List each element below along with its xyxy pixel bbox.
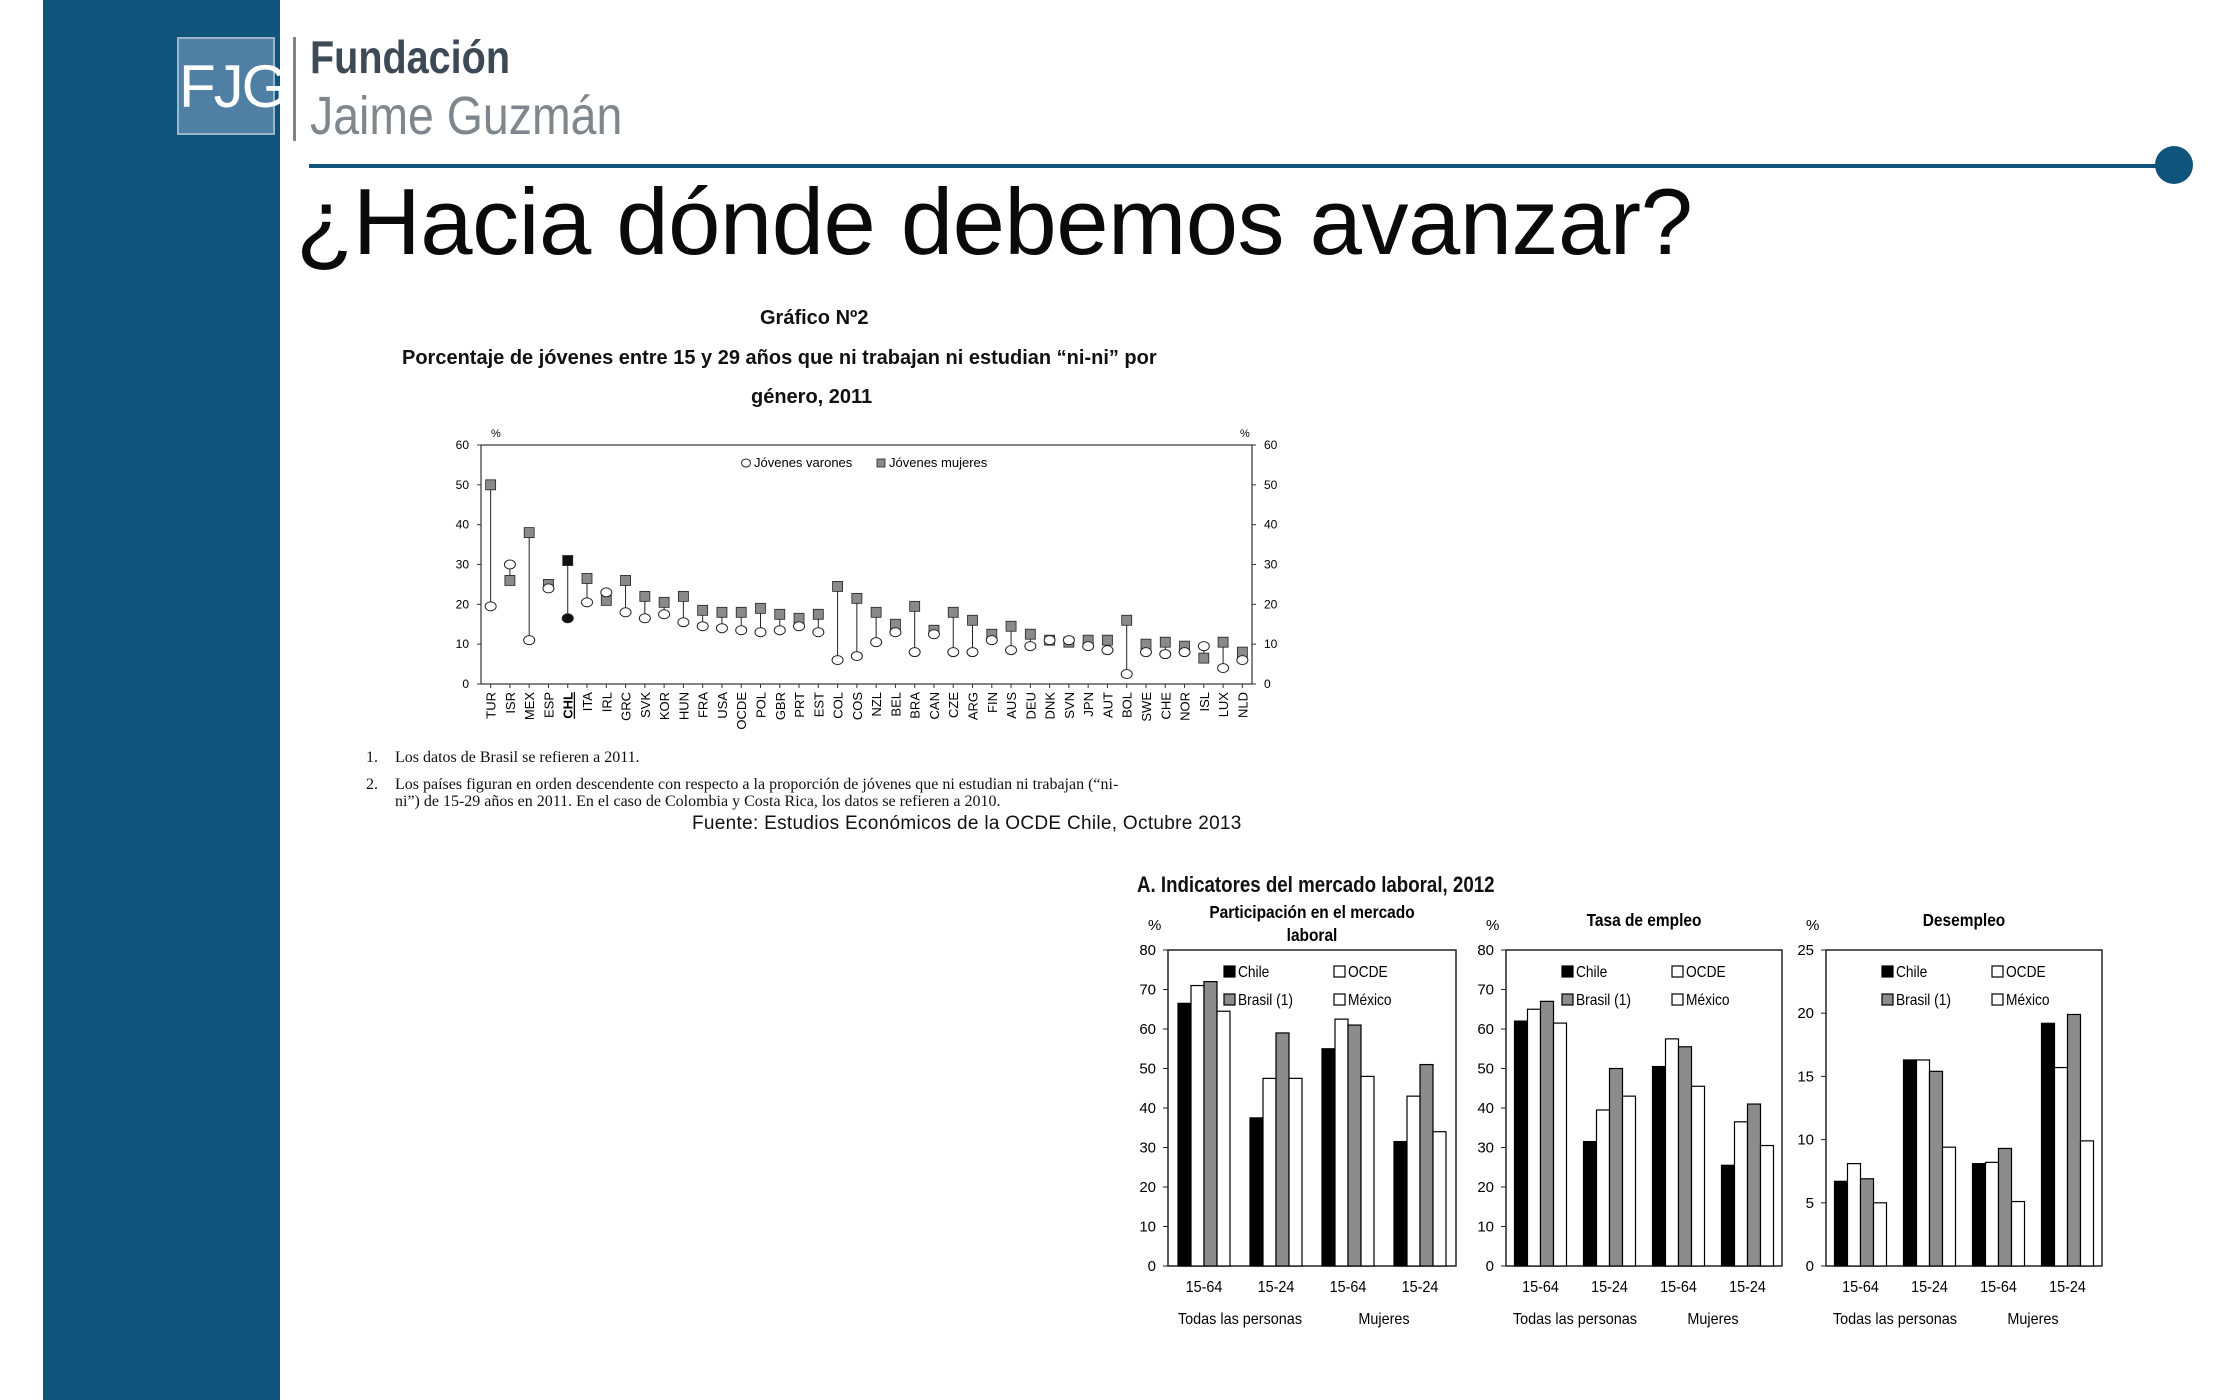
point-mujeres: [563, 556, 573, 566]
bar-brasil: [1748, 1104, 1761, 1266]
x-tick-label: 15-24: [2049, 1278, 2086, 1297]
y-tick-label-left: 50: [455, 477, 469, 492]
bar-chile: [1904, 1060, 1917, 1266]
legend-swatch: [1992, 994, 2003, 1005]
point-varones: [1237, 656, 1248, 665]
x-tick-label: EST: [811, 692, 827, 718]
y-tick-label: 60: [1477, 1021, 1494, 1038]
point-varones: [928, 630, 939, 639]
note2-number: 2.: [366, 776, 378, 793]
legend-swatch: [1672, 966, 1683, 977]
point-mujeres: [1006, 621, 1016, 631]
y-unit-right: %: [1240, 428, 1250, 440]
group-label: Todas las personas: [1832, 1310, 1958, 1329]
y-tick-label-left: 0: [462, 677, 469, 691]
point-mujeres: [775, 609, 785, 619]
legend-label: Brasil (1): [1896, 991, 1951, 1010]
point-mujeres: [621, 575, 631, 585]
y-tick-label: 70: [1139, 981, 1156, 999]
legend-label: OCDE: [1348, 963, 1388, 982]
bar-ocde: [1848, 1164, 1861, 1266]
y-tick-label: 20: [1477, 1179, 1494, 1196]
bar-ocde: [1986, 1162, 1999, 1266]
x-tick-label: SWE: [1138, 692, 1154, 722]
y-tick-label-left: 40: [455, 517, 469, 532]
point-varones: [678, 618, 689, 627]
x-tick-label: ARG: [965, 692, 981, 721]
bar-chile: [1394, 1142, 1407, 1266]
point-mujeres: [582, 573, 592, 583]
legend-swatch: [1562, 966, 1573, 977]
y-unit: %: [1806, 917, 1820, 934]
bar-brasil: [1861, 1179, 1874, 1266]
point-mujeres: [852, 593, 862, 603]
chart1-title-line2: género, 2011: [751, 386, 873, 408]
bar-m-xico: [1761, 1146, 1774, 1266]
y-tick-label-right: 40: [1264, 517, 1278, 532]
legend-marker-varones: [742, 459, 751, 467]
point-mujeres: [524, 528, 534, 538]
group-label: Mujeres: [1358, 1310, 1410, 1329]
point-mujeres: [486, 480, 496, 490]
x-tick-label: GRC: [618, 692, 634, 721]
point-varones: [620, 608, 631, 617]
source-note: Fuente: Estudios Económicos de la OCDE Chile, Octubre 2013: [692, 813, 1242, 834]
point-varones: [601, 588, 612, 597]
point-varones: [485, 602, 496, 611]
bar-brasil: [2068, 1014, 2081, 1266]
x-tick-label: MEX: [522, 692, 538, 721]
x-tick-label: LUX: [1216, 692, 1232, 718]
y-tick-label: 30: [1477, 1139, 1494, 1157]
point-mujeres: [1102, 635, 1112, 645]
bar-chile: [2042, 1023, 2055, 1266]
x-tick-label: AUS: [1004, 692, 1020, 719]
y-tick-label-right: 20: [1264, 597, 1278, 612]
y-tick-label: 25: [1797, 942, 1814, 959]
y-tick-label-left: 20: [455, 597, 469, 612]
bar-m-xico: [1217, 1011, 1230, 1266]
point-mujeres: [1218, 637, 1228, 647]
point-mujeres: [640, 591, 650, 601]
point-varones: [1083, 642, 1094, 651]
point-mujeres: [1122, 615, 1132, 625]
x-tick-label: 15-24: [1591, 1278, 1628, 1297]
bar-chile: [1584, 1142, 1597, 1266]
legend-label: Chile: [1576, 963, 1608, 982]
x-tick-label: NZL: [869, 692, 885, 717]
title-rule-dot: [2155, 146, 2193, 184]
legend-label: Brasil (1): [1238, 991, 1293, 1010]
y-tick-label-left: 30: [455, 557, 469, 572]
x-tick-label: SVN: [1061, 692, 1077, 719]
bar-brasil: [1204, 982, 1217, 1266]
point-mujeres: [1025, 629, 1035, 639]
chart-title-line2: laboral: [1286, 924, 1338, 946]
point-varones: [639, 614, 650, 623]
bar-ocde: [1735, 1122, 1748, 1266]
point-varones: [948, 648, 959, 657]
x-tick-label: 15-24: [1401, 1278, 1439, 1297]
bar-m-xico: [1692, 1086, 1705, 1266]
chart3-employment: [1466, 896, 1786, 1342]
legend-swatch: [1672, 994, 1683, 1005]
group-label: Mujeres: [1687, 1310, 1739, 1329]
chart-title: Desempleo: [1922, 909, 2006, 931]
bar-chile: [1973, 1164, 1986, 1266]
bar-m-xico: [1874, 1203, 1887, 1266]
y-tick-label: 80: [1477, 942, 1494, 959]
chart1-ni-ni: [430, 420, 1310, 730]
point-varones: [524, 636, 535, 645]
x-tick-label: BEL: [888, 692, 904, 717]
point-varones: [967, 648, 978, 657]
point-varones: [582, 598, 593, 607]
point-varones: [1140, 648, 1151, 657]
x-tick-label: JPN: [1081, 692, 1097, 717]
logo-name-line2: Jaime Guzmán: [310, 86, 623, 146]
y-tick-label: 70: [1477, 981, 1494, 999]
logo-name-line1: Fundación: [310, 31, 510, 83]
bar-ocde: [1263, 1078, 1276, 1266]
x-tick-label: BOL: [1119, 692, 1135, 719]
x-tick-label: DEU: [1023, 692, 1039, 720]
legend-label: Chile: [1896, 963, 1928, 982]
panel2-title: A. Indicatores del mercado laboral, 2012: [1137, 872, 1495, 897]
bar-ocde: [1191, 986, 1204, 1266]
point-varones: [716, 624, 727, 633]
bar-ocde: [1407, 1096, 1420, 1266]
legend-label: OCDE: [2006, 963, 2046, 982]
bar-brasil: [1276, 1033, 1289, 1266]
bar-m-xico: [1943, 1147, 1956, 1266]
chart1-label: Gráfico Nº2: [760, 307, 869, 329]
point-varones: [562, 614, 573, 623]
x-tick-label: CAN: [926, 692, 942, 720]
bar-chile: [1322, 1049, 1335, 1266]
legend-swatch: [1562, 994, 1573, 1005]
x-tick-label: POL: [753, 692, 769, 719]
bar-chile: [1722, 1165, 1735, 1266]
note2-line1: Los países figuran en orden descendente con respecto a la proporción de jóvenes que ni estudian ni trabajan (“ni-: [395, 776, 1119, 793]
x-tick-label: DNK: [1042, 692, 1058, 720]
y-tick-label-right: 0: [1264, 677, 1271, 691]
x-tick-label: USA: [714, 692, 730, 719]
bar-chile: [1653, 1067, 1666, 1266]
point-varones: [1179, 648, 1190, 657]
legend-swatch: [1882, 994, 1893, 1005]
logo-divider: [293, 37, 296, 141]
point-mujeres: [968, 615, 978, 625]
x-tick-label: ITA: [580, 692, 596, 712]
bar-brasil: [1348, 1025, 1361, 1266]
y-unit: %: [1148, 917, 1162, 934]
bar-m-xico: [2081, 1141, 2094, 1266]
x-tick-label: 15-24: [1729, 1278, 1766, 1297]
slide-title: ¿Hacia dónde debemos avanzar?: [296, 169, 1693, 274]
y-tick-label: 15: [1797, 1068, 1814, 1086]
x-tick-label: CZE: [946, 692, 962, 718]
x-tick-label: CHL: [560, 692, 576, 719]
x-tick-label: AUT: [1100, 692, 1116, 718]
group-label: Mujeres: [2007, 1310, 2059, 1329]
legend-label: Chile: [1238, 963, 1270, 982]
bar-ocde: [1528, 1009, 1541, 1266]
bar-brasil: [1420, 1065, 1433, 1266]
bar-brasil: [1541, 1001, 1554, 1266]
x-tick-label: PRT: [792, 692, 808, 718]
point-varones: [774, 626, 785, 635]
point-mujeres: [698, 605, 708, 615]
x-tick-label: HUN: [676, 692, 692, 721]
x-tick-label: COL: [830, 692, 846, 719]
point-varones: [1063, 636, 1074, 645]
legend-swatch: [1224, 966, 1235, 977]
chart4-unemployment: [1786, 896, 2126, 1342]
y-tick-label: 30: [1139, 1139, 1156, 1157]
y-tick-label-right: 60: [1264, 438, 1278, 452]
bar-ocde: [1666, 1039, 1679, 1266]
legend-swatch: [1334, 994, 1345, 1005]
y-tick-label: 60: [1139, 1021, 1156, 1038]
point-varones: [1218, 664, 1229, 673]
point-mujeres: [813, 609, 823, 619]
y-tick-label: 20: [1139, 1179, 1156, 1196]
point-mujeres: [910, 601, 920, 611]
point-mujeres: [871, 607, 881, 617]
bar-brasil: [1930, 1071, 1943, 1266]
x-tick-label: 15-64: [1660, 1278, 1697, 1297]
y-unit: %: [1486, 917, 1500, 934]
point-varones: [909, 648, 920, 657]
point-mujeres: [736, 607, 746, 617]
legend-swatch: [1882, 966, 1893, 977]
y-tick-label-left: 10: [455, 637, 469, 652]
x-tick-label: 15-64: [1185, 1278, 1223, 1297]
y-tick-label: 50: [1477, 1060, 1494, 1078]
x-tick-label: 15-24: [1911, 1278, 1948, 1297]
x-tick-label: TUR: [483, 692, 499, 719]
legend-swatch: [1992, 966, 2003, 977]
point-varones: [504, 560, 515, 569]
y-tick-label: 10: [1477, 1218, 1494, 1236]
y-tick-label: 40: [1139, 1100, 1156, 1117]
bar-ocde: [1335, 1019, 1348, 1266]
x-tick-label: FRA: [695, 692, 711, 718]
group-label: Todas las personas: [1512, 1310, 1638, 1329]
legend-swatch: [1224, 994, 1235, 1005]
x-tick-label: 15-64: [1329, 1278, 1367, 1297]
x-tick-label: NLD: [1235, 692, 1251, 719]
point-varones: [794, 622, 805, 631]
point-varones: [1160, 650, 1171, 659]
y-tick-label-right: 30: [1264, 557, 1278, 572]
legend-label: Brasil (1): [1576, 991, 1631, 1010]
y-tick-label: 0: [1147, 1258, 1156, 1275]
y-tick-label: 5: [1805, 1194, 1814, 1212]
y-tick-label: 40: [1477, 1100, 1494, 1117]
point-mujeres: [659, 597, 669, 607]
bar-m-xico: [1623, 1096, 1636, 1266]
point-varones: [736, 626, 747, 635]
x-tick-label: COS: [849, 692, 865, 721]
bar-chile: [1250, 1118, 1263, 1266]
y-tick-label: 10: [1139, 1218, 1156, 1236]
point-mujeres: [833, 581, 843, 591]
group-label: Todas las personas: [1177, 1310, 1303, 1329]
x-tick-label: GBR: [772, 692, 788, 721]
point-mujeres: [678, 591, 688, 601]
point-mujeres: [1199, 653, 1209, 663]
sidebar-band: [43, 0, 280, 1400]
x-tick-label: NOR: [1177, 692, 1193, 721]
chart-title: Tasa de empleo: [1586, 909, 1702, 931]
bar-brasil: [1999, 1148, 2012, 1266]
x-tick-label: 15-64: [1980, 1278, 2017, 1297]
x-tick-label: ISR: [502, 692, 518, 714]
x-tick-label: 15-24: [1257, 1278, 1295, 1297]
legend-swatch: [1334, 966, 1345, 977]
legend-marker-mujeres: [877, 459, 885, 467]
point-varones: [1121, 670, 1132, 679]
x-tick-label: KOR: [657, 692, 673, 721]
bar-m-xico: [1554, 1023, 1567, 1266]
point-varones: [890, 628, 901, 637]
x-tick-label: ISL: [1196, 692, 1212, 712]
point-mujeres: [948, 607, 958, 617]
legend-label-mujeres: Jóvenes mujeres: [889, 455, 988, 470]
y-tick-label: 80: [1139, 942, 1156, 959]
legend-label-varones: Jóvenes varones: [754, 455, 853, 470]
point-mujeres: [755, 603, 765, 613]
point-varones: [1044, 636, 1055, 645]
note2-line2: ni”) de 15-29 años en 2011. En el caso de Colombia y Costa Rica, los datos se refieren a 2010.: [395, 793, 1001, 810]
point-varones: [813, 628, 824, 637]
legend-label: México: [1686, 991, 1730, 1010]
bar-m-xico: [1433, 1132, 1446, 1266]
bar-brasil: [1679, 1047, 1692, 1266]
point-varones: [1198, 642, 1209, 651]
note1-number: 1.: [366, 749, 378, 766]
logo-mark: FJG: [177, 37, 275, 135]
point-varones: [697, 622, 708, 631]
y-tick-label-left: 60: [455, 438, 469, 452]
y-tick-label-right: 50: [1264, 477, 1278, 492]
y-tick-label: 0: [1805, 1258, 1814, 1275]
y-tick-label: 20: [1797, 1005, 1814, 1023]
point-varones: [832, 656, 843, 665]
x-tick-label: BRA: [907, 692, 923, 719]
x-tick-label: ESP: [541, 692, 557, 719]
chart2-participation: [1128, 896, 1464, 1342]
bar-ocde: [1917, 1060, 1930, 1266]
point-mujeres: [1160, 637, 1170, 647]
note1-text: Los datos de Brasil se refieren a 2011.: [395, 749, 640, 766]
legend-label: México: [2006, 991, 2050, 1010]
point-varones: [1006, 646, 1017, 655]
y-tick-label-right: 10: [1264, 637, 1278, 652]
chart1-title-line1: Porcentaje de jóvenes entre 15 y 29 años que ni trabajan ni estudian “ni-ni” por: [402, 347, 1157, 369]
x-tick-label: OCDE: [734, 692, 750, 730]
x-tick-label: 15-64: [1842, 1278, 1879, 1297]
bar-ocde: [2055, 1068, 2068, 1266]
legend-label: OCDE: [1686, 963, 1726, 982]
bar-chile: [1835, 1181, 1848, 1266]
bar-brasil: [1610, 1069, 1623, 1267]
y-tick-label: 50: [1139, 1060, 1156, 1078]
point-varones: [1025, 642, 1036, 651]
bar-m-xico: [2012, 1202, 2025, 1266]
x-tick-label: FIN: [984, 692, 1000, 713]
point-varones: [543, 584, 554, 593]
bar-m-xico: [1289, 1078, 1302, 1266]
x-tick-label: CHE: [1158, 692, 1174, 720]
bar-chile: [1178, 1003, 1191, 1266]
point-mujeres: [717, 607, 727, 617]
chart-title-line1: Participación en el mercado: [1209, 901, 1415, 923]
y-unit-left: %: [491, 428, 501, 440]
x-tick-label: IRL: [599, 692, 615, 713]
y-tick-label: 0: [1485, 1258, 1494, 1275]
x-tick-label: 15-64: [1522, 1278, 1559, 1297]
point-varones: [851, 652, 862, 661]
point-varones: [659, 610, 670, 619]
point-mujeres: [505, 575, 515, 585]
point-varones: [1102, 646, 1113, 655]
x-tick-label: SVK: [637, 692, 653, 719]
bar-m-xico: [1361, 1076, 1374, 1266]
legend-label: México: [1348, 991, 1392, 1010]
bar-chile: [1515, 1021, 1528, 1266]
point-varones: [755, 628, 766, 637]
point-varones: [871, 638, 882, 647]
point-varones: [986, 636, 997, 645]
plot-frame: [481, 445, 1252, 684]
y-tick-label: 10: [1797, 1131, 1814, 1149]
bar-ocde: [1597, 1110, 1610, 1266]
